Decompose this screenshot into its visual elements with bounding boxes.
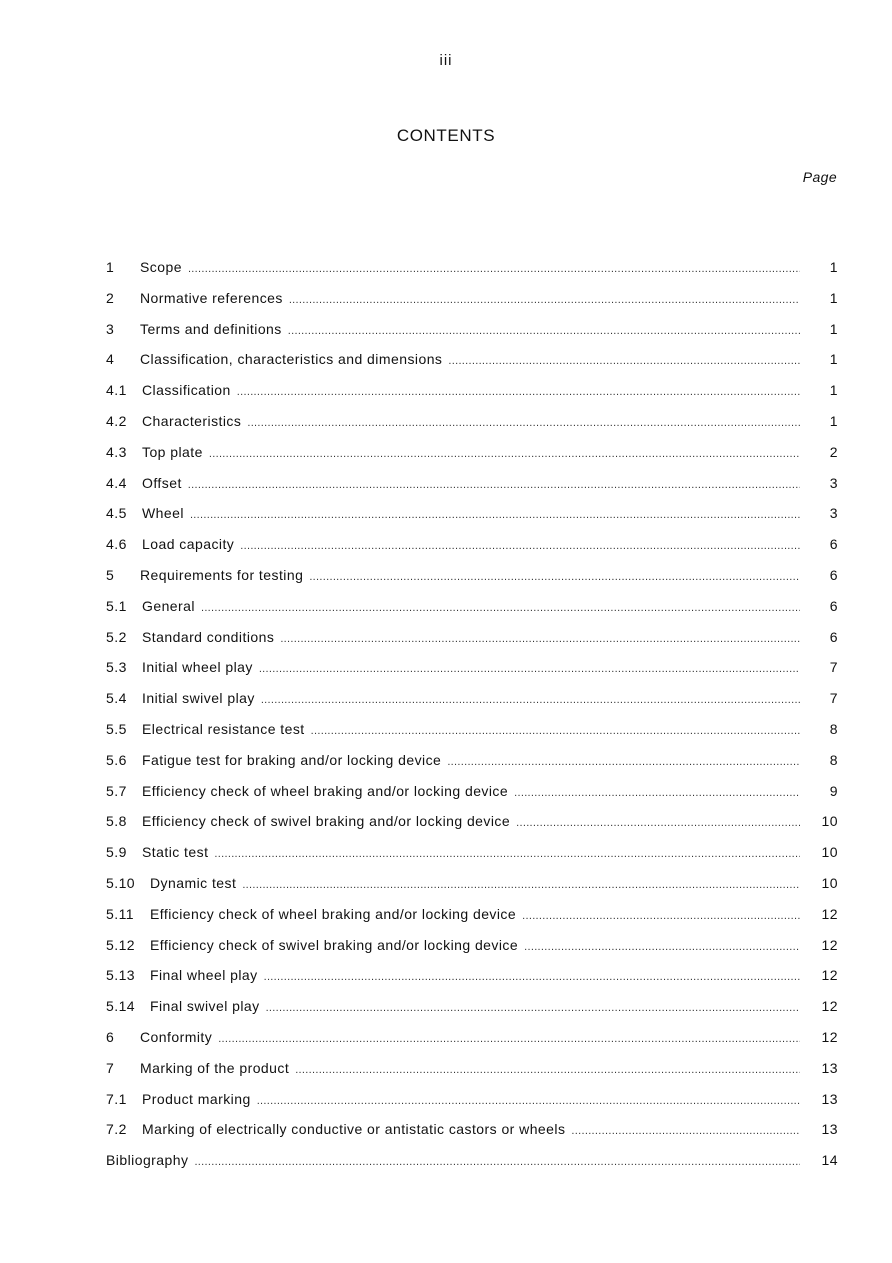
toc-entry-number: 2	[106, 289, 115, 306]
toc-entry-title: Top plate	[142, 443, 203, 460]
toc-entry-title: Efficiency check of swivel braking and/or locking device	[150, 936, 519, 953]
toc-entry-number: 5.5	[106, 720, 127, 737]
toc-entry[interactable]	[106, 502, 838, 533]
toc-entry-number: 5.6	[106, 751, 127, 768]
toc-entry[interactable]	[106, 934, 838, 965]
toc-entry[interactable]	[106, 472, 838, 503]
toc-entry-number: 5	[106, 566, 115, 583]
toc-entry-number: 4.2	[106, 412, 127, 429]
toc-entry-title: Terms and definitions	[140, 320, 282, 337]
toc-entry-title: Dynamic test	[150, 874, 237, 891]
toc-entry-number: 4.1	[106, 382, 127, 399]
toc-entry-title: Efficiency check of wheel braking and/or locking device	[150, 905, 517, 922]
toc-entry-number: 5.7	[106, 782, 127, 799]
toc-entry-page: 12	[821, 936, 838, 953]
toc-entry-number: 5.4	[106, 690, 127, 707]
dot-leader	[259, 658, 800, 680]
dot-leader	[247, 412, 800, 434]
toc-entry-title: Characteristics	[142, 412, 242, 429]
toc-entry-page: 13	[821, 1090, 838, 1107]
toc-entry[interactable]	[106, 626, 838, 657]
toc-entry[interactable]	[106, 379, 838, 410]
toc-entry-page: 6	[829, 597, 838, 614]
dot-leader	[447, 751, 800, 773]
toc-entry-page: 10	[821, 844, 838, 861]
toc-entry-title: Requirements for testing	[140, 566, 304, 583]
toc-entry-number: 4.6	[106, 536, 127, 553]
toc-entry-page: 10	[821, 874, 838, 891]
dot-leader	[188, 474, 800, 496]
toc-entry-page: 1	[829, 412, 838, 429]
toc-entry[interactable]	[106, 841, 838, 872]
toc-entry-title: Classification, characteristics and dimensions	[140, 351, 443, 368]
toc-entry-page: 12	[821, 1028, 838, 1045]
toc-entry-number: 7	[106, 1059, 115, 1076]
toc-entry-page: 8	[829, 720, 838, 737]
toc-entry[interactable]	[106, 1118, 838, 1149]
toc-entry-page: 6	[829, 536, 838, 553]
toc-entry-title: Efficiency check of wheel braking and/or locking device	[142, 782, 509, 799]
toc-entry-number: 5.10	[106, 874, 136, 891]
toc-entry-title: Load capacity	[142, 536, 235, 553]
toc-entry-page: 1	[829, 289, 838, 306]
toc-entry-number: 5.8	[106, 813, 127, 830]
dot-leader	[240, 535, 800, 557]
toc-entry-page: 6	[829, 628, 838, 645]
toc-entry-page: 13	[821, 1059, 838, 1076]
toc-entry-number: 4	[106, 351, 115, 368]
toc-entry[interactable]	[106, 749, 838, 780]
page-column-label: Page	[802, 169, 837, 185]
toc-entry[interactable]	[106, 318, 838, 349]
toc-entry-title: Final wheel play	[150, 967, 258, 984]
dot-leader	[194, 1151, 800, 1173]
dot-leader	[309, 566, 800, 588]
dot-leader	[522, 905, 800, 927]
page-number: iii	[439, 52, 453, 69]
toc-entry-number: 5.14	[106, 998, 136, 1015]
toc-entry-title: Scope	[140, 259, 182, 275]
toc-entry-number: 5.9	[106, 844, 127, 861]
toc-entry-page: 1	[829, 259, 838, 275]
toc-entry-page: 1	[829, 382, 838, 399]
dot-leader	[516, 812, 800, 834]
toc-entry[interactable]	[106, 687, 838, 718]
toc-entry-title: Normative references	[140, 289, 283, 306]
toc-entry-title: Marking of electrically conductive or antistatic castors or wheels	[142, 1121, 566, 1138]
toc-entry-number: 5.13	[106, 967, 136, 984]
toc-entry[interactable]	[106, 348, 838, 379]
toc-entry[interactable]	[106, 1088, 838, 1119]
dot-leader	[209, 443, 800, 465]
toc-entry-number: 5.11	[106, 905, 135, 922]
toc-entry-title: Efficiency check of swivel braking and/or locking device	[142, 813, 511, 830]
toc-entry[interactable]	[106, 656, 838, 687]
toc-entry[interactable]	[106, 256, 838, 287]
dot-leader	[201, 597, 800, 619]
toc-entry-title: Bibliography	[106, 1152, 189, 1169]
toc-entry[interactable]	[106, 1057, 838, 1088]
page-title: CONTENTS	[396, 126, 496, 145]
toc-entry[interactable]	[106, 1149, 838, 1180]
toc-entry[interactable]	[106, 718, 838, 749]
dot-leader	[289, 289, 800, 311]
toc-entry-number: 5.3	[106, 659, 127, 676]
dot-leader	[514, 782, 800, 804]
toc-entry[interactable]	[106, 595, 838, 626]
toc-entry-page: 8	[829, 751, 838, 768]
toc-entry-page: 9	[829, 782, 838, 799]
toc-entry-page: 1	[829, 320, 838, 337]
toc-entry[interactable]	[106, 410, 838, 441]
toc-entry-page: 12	[821, 998, 838, 1015]
dot-leader	[188, 258, 800, 280]
toc-entry-page: 7	[829, 690, 838, 707]
toc-entry-page: 7	[829, 659, 838, 676]
dot-leader	[237, 381, 800, 403]
toc-entry-number: 4.5	[106, 505, 127, 522]
toc-entry-title: Product marking	[142, 1090, 251, 1107]
toc-entry-title: Offset	[142, 474, 182, 491]
dot-leader	[311, 720, 800, 742]
dot-leader	[448, 350, 800, 372]
toc-entry-number: 5.12	[106, 936, 136, 953]
toc-entry-title: General	[142, 597, 195, 614]
toc-entry-title: Conformity	[140, 1028, 213, 1045]
toc-entry-page: 3	[829, 505, 838, 522]
toc-entry-page: 1	[829, 351, 838, 368]
toc-entry-number: 7.2	[106, 1121, 127, 1138]
toc-entry-title: Standard conditions	[142, 628, 275, 645]
toc-entry-page: 13	[821, 1121, 838, 1138]
toc-entry-title: Static test	[142, 844, 209, 861]
toc-entry-number: 5.1	[106, 597, 127, 614]
toc-entry-page: 12	[821, 967, 838, 984]
toc-entry-title: Classification	[142, 382, 231, 399]
toc-entry-number: 7.1	[106, 1090, 127, 1107]
toc-entry[interactable]	[106, 903, 838, 934]
toc-entry-page: 10	[821, 813, 838, 830]
toc-entry[interactable]	[106, 995, 838, 1026]
toc-entry[interactable]	[106, 810, 838, 841]
toc-entry[interactable]	[106, 287, 838, 318]
table-of-contents	[106, 256, 838, 1180]
toc-entry-title: Initial swivel play	[142, 690, 255, 707]
toc-entry-number: 1	[106, 259, 115, 275]
dot-leader	[257, 1090, 800, 1112]
toc-entry-page: 12	[821, 905, 838, 922]
toc-entry-number: 4.4	[106, 474, 127, 491]
dot-leader	[214, 843, 800, 865]
dot-leader	[266, 997, 800, 1019]
dot-leader	[288, 320, 800, 342]
toc-entry-page: 14	[821, 1152, 838, 1169]
dot-leader	[190, 504, 800, 526]
toc-entry-title: Wheel	[142, 505, 184, 522]
dot-leader	[264, 966, 800, 988]
toc-entry[interactable]	[106, 872, 838, 903]
dot-leader	[295, 1059, 800, 1081]
toc-entry-title: Electrical resistance test	[142, 720, 305, 737]
toc-entry[interactable]	[106, 1026, 838, 1057]
toc-entry[interactable]	[106, 564, 838, 595]
toc-entry-number: 5.2	[106, 628, 127, 645]
toc-entry-number: 4.3	[106, 443, 127, 460]
toc-entry-number: 3	[106, 320, 115, 337]
toc-entry-title: Marking of the product	[140, 1059, 290, 1076]
dot-leader	[280, 628, 800, 650]
toc-entry-number: 6	[106, 1028, 115, 1045]
toc-entry[interactable]	[106, 780, 838, 811]
toc-entry-title: Fatigue test for braking and/or locking device	[142, 751, 442, 768]
toc-entry[interactable]	[106, 964, 838, 995]
toc-entry-page: 3	[829, 474, 838, 491]
toc-entry[interactable]	[106, 441, 838, 472]
dot-leader	[218, 1028, 800, 1050]
toc-entry-page: 6	[829, 566, 838, 583]
dot-leader	[242, 874, 800, 896]
dot-leader	[571, 1120, 800, 1142]
dot-leader	[524, 936, 800, 958]
toc-entry[interactable]	[106, 533, 838, 564]
dot-leader	[261, 689, 800, 711]
toc-entry-page: 2	[829, 443, 838, 460]
toc-entry-title: Initial wheel play	[142, 659, 253, 676]
toc-entry-title: Final swivel play	[150, 998, 260, 1015]
